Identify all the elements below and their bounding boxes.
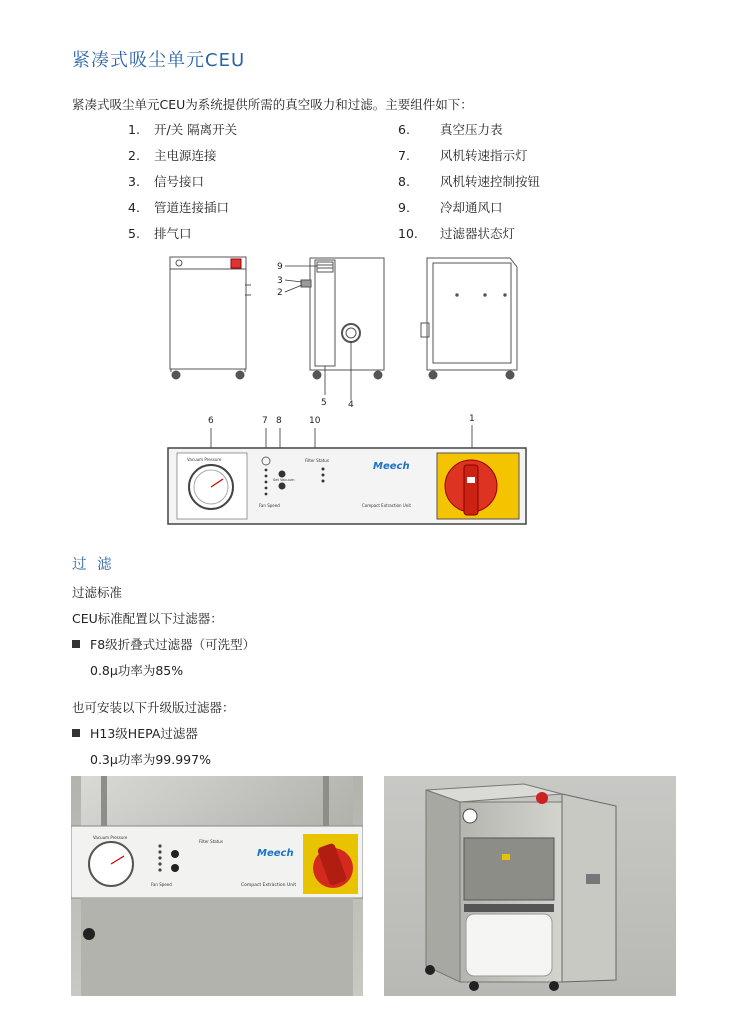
callout-4: 4 — [348, 400, 354, 410]
callout-6: 6 — [208, 416, 214, 426]
list-item: 4. 管道连接插口 — [128, 200, 230, 215]
list-item: 3. 信号接口 — [128, 174, 205, 189]
callout-9: 9 — [277, 262, 283, 272]
filter-1-efficiency: 0.8μ功率为85% — [90, 663, 184, 678]
gauge-label: Vacuum Pressure — [187, 457, 222, 462]
brand-logo: Meech — [257, 848, 294, 859]
filter-2-efficiency: 0.3μ功率为99.997% — [90, 752, 211, 767]
photo-control-panel — [71, 776, 363, 996]
filter-item-1: F8级折叠式过滤器（可洗型） — [72, 635, 255, 653]
component-column-left — [128, 120, 237, 250]
list-item: 1. 开/关 隔离开关 — [128, 122, 238, 137]
control-panel — [168, 448, 526, 524]
gauge-label: Vacuum Pressure — [93, 835, 128, 840]
callout-10: 10 — [309, 416, 321, 426]
list-item: 2. 主电源连接 — [128, 148, 217, 163]
filter-item-2: H13级HEPA过滤器 — [72, 724, 198, 742]
callout-8: 8 — [276, 416, 282, 426]
list-item: 6. 真空压力表 — [398, 122, 503, 137]
photo-open-unit — [384, 776, 676, 996]
callout-2: 2 — [277, 288, 283, 298]
set-vacuum-label: Set Vacuum — [273, 478, 295, 482]
bullet-icon — [72, 729, 80, 737]
filter-status-label: Filter Status — [199, 839, 223, 844]
component-column-right — [398, 120, 540, 250]
unit-name-label: Compact Extraction Unit — [241, 883, 297, 888]
filter-standard-label: 过滤标准 — [72, 585, 123, 600]
list-item: 7. 风机转速指示灯 — [398, 148, 528, 163]
section-heading-filtration: 过 滤 — [72, 557, 115, 573]
list-item: 8. 风机转速控制按钮 — [398, 174, 541, 189]
fan-speed-label: Fan Speed — [151, 882, 172, 887]
fan-speed-label: Fan Speed — [259, 503, 280, 508]
list-item: 9. 冷却通风口 — [398, 200, 503, 215]
front-view — [170, 257, 251, 379]
upgrade-label: 也可安装以下升级版过滤器： — [72, 700, 235, 715]
callout-3: 3 — [277, 276, 283, 286]
brand-logo: Meech — [373, 461, 410, 472]
intro-text: 紧凑式吸尘单元CEU为系统提供所需的真空吸力和过滤。主要组件如下： — [72, 97, 473, 112]
page-title: 紧凑式吸尘单元CEU — [72, 50, 246, 71]
list-item: 5. 排气口 — [128, 226, 192, 241]
filter-status-label: Filter Status — [305, 458, 329, 463]
callout-1: 1 — [469, 414, 475, 424]
bullet-icon — [72, 640, 80, 648]
unit-name-label: Compact Extraction Unit — [362, 503, 411, 508]
list-item: 10. 过滤器状态灯 — [398, 226, 516, 241]
callout-5: 5 — [321, 398, 327, 408]
unit-diagram — [165, 255, 530, 530]
side-view — [301, 258, 384, 379]
rear-view — [421, 258, 517, 379]
callout-7: 7 — [262, 416, 268, 426]
standard-config-text: CEU标准配置以下过滤器： — [72, 611, 223, 626]
